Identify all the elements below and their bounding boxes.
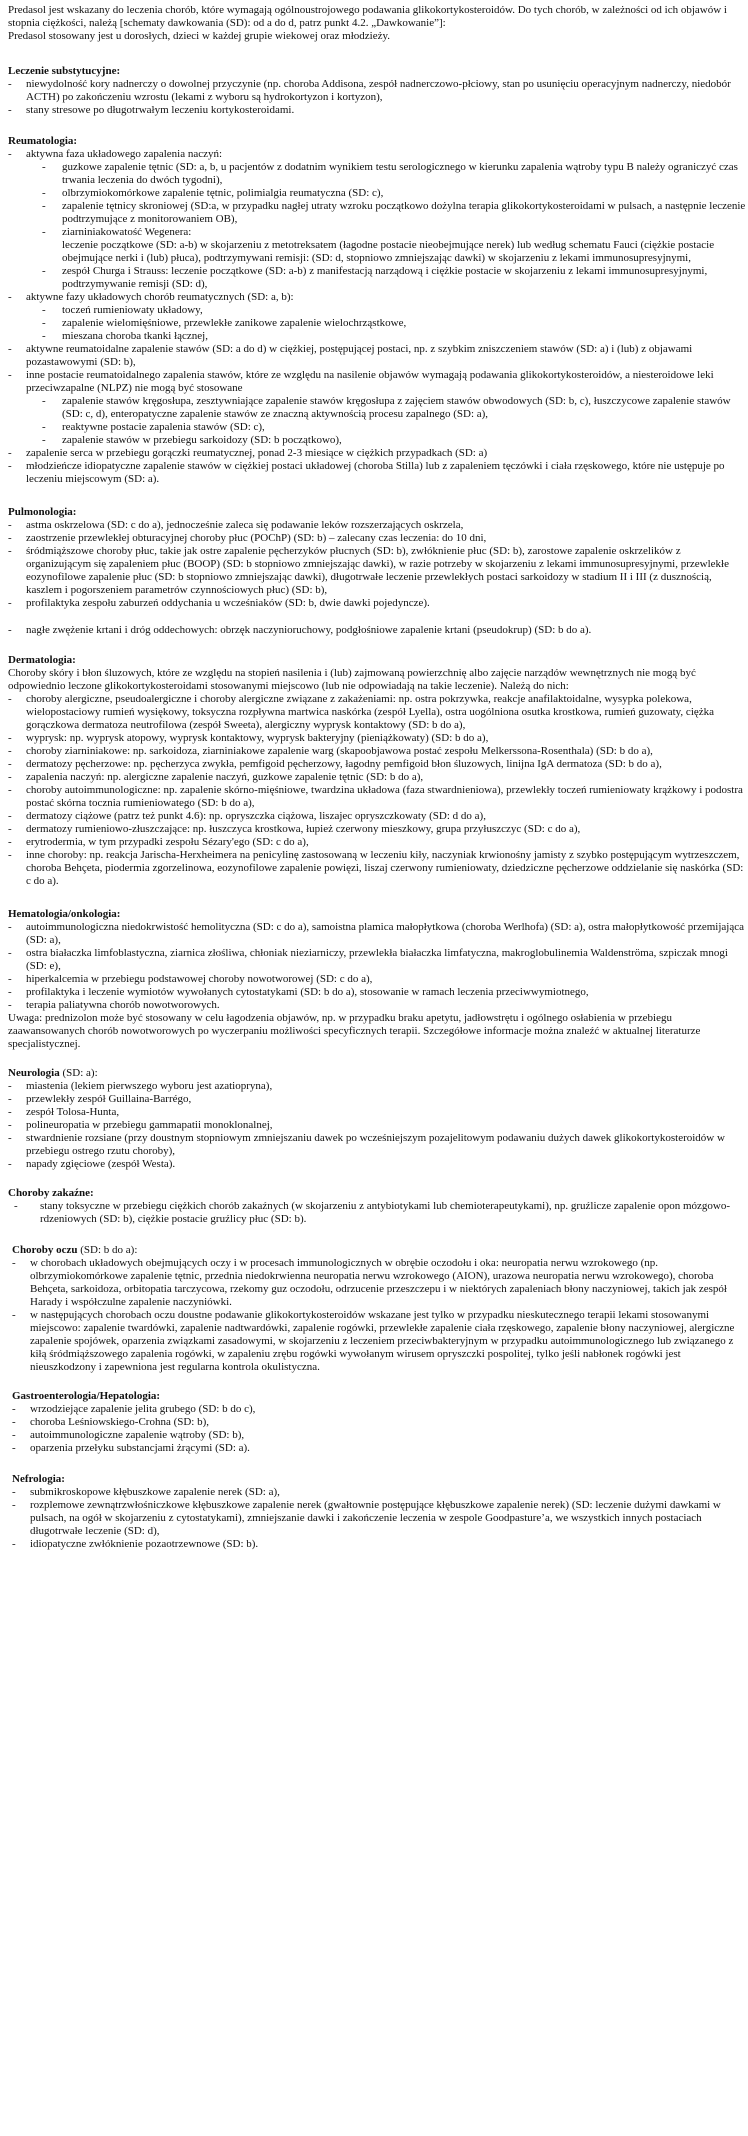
list-item: - hiperkalcemia w przebiegu podstawowej choroby nowotworowej (SD: c do a),	[8, 973, 748, 986]
list-item: - choroby alergiczne, pseudoalergiczne i choroby alergiczne związane z zakażeniami: np. ostra pokrzywka, reakcje anafilaktoidalne, wysypka polekowa, wielopostaciowy rumień wysiękowy, toksyczna rozpływna martwica naskórka (zespół Lyella), ostra uogólniona osutka krostkowa, rumień guzowaty, ciężka gorączkowa dermatoza neutrofilowa (zespół Sweeta), alergiczny wyprysk kontaktowy (SD: b do a),	[8, 693, 748, 732]
list-item: - w chorobach układowych obejmujących oczy i w procesach immunologicznych w obrębie oczodołu i oka: neuropatia nerwu wzrokowego (np. olbrzymiokomórkowe zapalenie tętnic, przednia niedokrwienna neuropatia nerwu wzrokowego (AION), urazowa neuropatia nerwu wzrokowego), choroba Behçeta, sarkoidoza, orbitopatia tarczycowa, rzekomy guz oczodołu, odrzucenie przeszczepu i w niektórych zapaleniach błony naczyniowej, takich jak zespół Harady i współczulne zapalenie naczyniówki.	[12, 1257, 748, 1309]
list-item: - profilaktyka zespołu zaburzeń oddychania u wcześniaków (SD: b, dwie dawki pojedyncze).	[8, 597, 748, 610]
list-item: - submikroskopowe kłębuszkowe zapalenie nerek (SD: a),	[12, 1486, 748, 1499]
section-heading-suffix: (SD: a):	[59, 1067, 98, 1079]
sub-item: - guzkowe zapalenie tętnic (SD: a, b, u pacjentów z dodatnim wynikiem testu serologicznego w kierunku zapalenia wątroby typu B należy ograniczyć czas trwania leczenia do dwóch tygodni),	[42, 161, 748, 187]
item-list	[8, 78, 748, 117]
list-item: - choroby ziarniniakowe: np. sarkoidoza, ziarniniakowe zapalenie warg (skapoobjawowa postać zespołu Melkerssona-Rosenthala) (SD: b do a),	[8, 745, 748, 758]
section-heading: Leczenie substytucyjne:	[8, 65, 121, 77]
list-item: - zespół Tolosa-Hunta,	[8, 1106, 748, 1119]
sub-item: - zapalenie tętnicy skroniowej (SD:a, w przypadku nagłej utraty wzroku początkowo dożylna terapia glikokortykosteroidami w pulsach, a następnie leczenie podtrzymujące z monitorowaniem OB),	[42, 200, 748, 226]
list-item: - dermatozy pęcherzowe: np. pęcherzyca zwykła, pemfigoid pęcherzowy, łagodny pemfigoid błon śluzowych, linijna IgA dermatoza (SD: b do a),	[8, 758, 748, 771]
section-heading: Neurologia	[8, 1067, 60, 1079]
item-list	[8, 624, 748, 637]
list-item: - stany stresowe po długotrwałym leczeniu kortykosteroidami.	[8, 104, 748, 117]
section-heading: Reumatologia:	[8, 135, 78, 147]
list-item: - terapia paliatywna chorób nowotworowych.	[8, 999, 748, 1012]
list-item: - dermatozy rumieniowo-złuszczające: np. łuszczyca krostkowa, łupież czerwony mieszkowy, grupa przyłuszczyc (SD: c do a),	[8, 823, 748, 836]
list-item: - inne choroby: np. reakcja Jarischa-Herxheimera na penicylinę zastosowaną w leczeniu kiły, naczyniak krwionośny jamisty z szybko postępującym wytrzeszczem, choroba Behçeta, piodermia zgorzelinowa, eozynofilowe zapalenie powięzi, liszaj czerwony rumieniowaty, dziedziczne pęcherzowe oddzielanie się naskórka (SD: c do a).	[8, 849, 748, 888]
list-item: - rozplemowe zewnątrzwłośniczkowe kłębuszkowe zapalenie nerek (gwałtownie postępujące kłębuszkowe zapalenie nerek) (SD: leczenie dużymi dawkami w pulsach, na ogół w skojarzeniu z cytostatykami), zmniejszanie dawki i zakończenie leczenia w zespole Goodpasture’a, we wszystkich innych postaciach długotrwałe leczenie (SD: d),	[12, 1499, 748, 1538]
list-item: - nagłe zwężenie krtani i dróg oddechowych: obrzęk naczynioruchowy, podgłośniowe zapalenie krtani (pseudokrup) (SD: b do a).	[8, 624, 748, 637]
list-item: - idiopatyczne zwłóknienie pozaotrzewnowe (SD: b).	[12, 1538, 748, 1551]
sub-item: - zapalenie stawów kręgosłupa, zesztywniające zapalenie stawów kręgosłupa z zajęciem stawów obwodowych (SD: b, c), łuszczycowe zapalenie stawów (SD: c, d), enteropatyczne zapalenie stawów ze znaczną aktywnością procesu zapalnego (SD: a),	[42, 395, 748, 421]
list-item: - ostra białaczka limfoblastyczna, ziarnica złośliwa, chłoniak nieziarniczy, przewlekła białaczka limfatyczna, makroglobulinemia Waldenströma, szpiczak mnogi (SD: e),	[8, 947, 748, 973]
list-item: - zapalenie serca w przebiegu gorączki reumatycznej, ponad 2-3 miesiące w ciężkich przypadkach (SD: a)	[8, 447, 748, 460]
list-item: - napady zgięciowe (zespół Westa).	[8, 1158, 748, 1171]
list-item: - młodzieńcze idiopatyczne zapalenie stawów w ciężkiej postaci układowej (choroba Stilla) lub z zapaleniem tęczówki i ciała rzęskowego, które nie ustępuje po leczeniu miejscowym (SD: a).	[8, 460, 748, 486]
item-text: aktywna faza układowego zapalenia naczyń:	[26, 148, 223, 160]
list-item: - przewlekły zespół Guillaina-Barrégo,	[8, 1093, 748, 1106]
item-list	[8, 693, 748, 888]
section-nefrologia	[12, 1473, 748, 1551]
list-item: - astma oskrzelowa (SD: c do a), jednocześnie zaleca się podawanie leków rozszerzających oskrzela,	[8, 519, 748, 532]
sub-list	[42, 161, 748, 291]
list-item: - autoimmunologiczna niedokrwistość hemolityczna (SD: c do a), samoistna plamica małopłytkowa (choroba Werlhofa) (SD: a), ostra małopłytkowość przemijająca (SD: a),	[8, 921, 748, 947]
intro-population: Predasol stosowany jest u dorosłych, dzieci w każdej grupie wiekowej oraz młodzieży.	[8, 30, 391, 42]
list-item: - dermatozy ciążowe (patrz też punkt 4.6): np. opryszczka ciążowa, liszajec opryszczkowaty (SD: d do a),	[8, 810, 748, 823]
section-neurologia	[8, 1067, 748, 1171]
section-hematologia	[8, 908, 748, 1051]
section-gastro	[12, 1390, 748, 1455]
section-dermatologia	[8, 654, 748, 888]
list-item: - miastenia (lekiem pierwszego wyboru jest azatiopryna),	[8, 1080, 748, 1093]
list-item: - erytrodermia, w tym przypadki zespołu Sézary'ego (SD: c do a),	[8, 836, 748, 849]
item-list	[8, 519, 748, 610]
item-text: aktywne fazy układowych chorób reumatycznych (SD: a, b):	[26, 291, 294, 303]
section-heading-line	[8, 1067, 748, 1080]
sub-item-title: - ziarniniakowatość Wegenera:	[62, 226, 192, 238]
sub-item: - reaktywne postacie zapalenia stawów (SD: c),	[42, 421, 748, 434]
section-reumatologia	[8, 135, 748, 486]
section-heading: Choroby oczu	[12, 1244, 78, 1256]
sub-item-text: leczenie początkowe (SD: a-b) w skojarzeniu z metotreksatem (łagodne postacie nieobejmujące nerek) lub według schematu Fauci (ciężkie postacie obejmujące nerki i (lub) płuca), podtrzymywani remisji: (SD: d, stopniowo zmniejszając dawki) w skojarzeniu z lekami immunosupresyjnymi,	[62, 239, 715, 264]
list-item	[8, 369, 748, 447]
list-item	[8, 148, 748, 291]
sub-item: - mieszana choroba tkanki łącznej,	[42, 330, 748, 343]
sub-item: - olbrzymiokomórkowe zapalenie tętnic, polimialgia reumatyczna (SD: c),	[42, 187, 748, 200]
section-heading: Pulmonologia:	[8, 506, 77, 518]
section-substytucyjne	[8, 65, 748, 117]
document	[0, 4, 748, 1551]
intro-section	[8, 4, 748, 43]
list-item: - śródmiąższowe choroby płuc, takie jak ostre zapalenie pęcherzyków płucnych (SD: b), zwłóknienie płuc (SD: b), zarostowe zapalenie oskrzelików z organizującym się zapaleniem płuc (BOOP) (SD: b stopniowo zmniejszając dawki), w razie potrzeby w skojarzeniu z lekami immunosupresyjnymi, przewlekłe eozynofilowe zapalenie płuc (SD: b stopniowo zmniejszając dawki), długotrwałe leczenie przewlekłych postaci sarkoidozy w stadium II i III (z dusznością, kaszlem i pogorszeniem parametrów czynnościowych płuc) (SD: b),	[8, 545, 748, 597]
item-list	[14, 1200, 748, 1226]
list-item: - polineuropatia w przebiegu gammapatii monoklonalnej,	[8, 1119, 748, 1132]
section-intro: Choroby skóry i błon śluzowych, które ze względu na stopień nasilenia i (lub) zajmowaną powierzchnię albo zajęcie narządów wewnętrznych nie mogą być odpowiednio leczone glikokortykosteroidami stosowanymi miejscowo (lub nie odpowiadają na takie leczenie). Należą do nich:	[8, 667, 696, 692]
sub-list	[42, 395, 748, 447]
list-item: - wrzodziejące zapalenie jelita grubego (SD: b do c),	[12, 1403, 748, 1416]
section-heading-suffix: (SD: b do a):	[77, 1244, 138, 1256]
section-note: Uwaga: prednizolon może być stosowany w celu łagodzenia objawów, np. w przypadku braku apetytu, jadłowstrętu i ogólnego osłabienia w przebiegu zaawansowanych chorób nowotworowych po wyczerpaniu możliwości specyficznych terapii. Szczegółowe informacje można znaleźć w aktualnej literaturze specjalistycznej.	[8, 1012, 701, 1050]
list-item: - w następujących chorobach oczu doustne podawanie glikokortykosteroidów wskazane jest tylko w przypadku nieskutecznego terapii lekami stosowanymi miejscowo: zapalenie twardówki, zapalenie nadtwardówki, zapalenie rogówki, przewlekłe zapalenie ciała rzęskowego, zapalenie błony naczyniowej, alergiczne zapalenie spojówek, oparzenia związkami zasadowymi, w skojarzeniu z leczeniem przeciwbakteryjnym w przypadku autoimmunologicznego lub związanego z kiłą śródmiąższowego zapalenia rogówki, w zapaleniu zrębu rogówki wywołanym wirusem opryszczki pospolitej, tylko jeśli nabłonek rogówki jest nieuszkodzony i zapewniona jest regularna kontrola okulistyczna.	[12, 1309, 748, 1374]
item-list	[8, 1080, 748, 1171]
item-list	[8, 148, 748, 486]
list-item: - wyprysk: np. wyprysk atopowy, wyprysk kontaktowy, wyprysk bakteryjny (pieniążkowaty) (SD: b do a),	[8, 732, 748, 745]
list-item: - choroby autoimmunologiczne: np. zapalenie skórno-mięśniowe, twardzina układowa (faza stwardnieniowa), przewlekły toczeń rumieniowaty krążkowy i podostra postać skórna tocznia rumieniowatego (SD: b do a),	[8, 784, 748, 810]
section-heading-line	[12, 1244, 748, 1257]
list-item: - autoimmunologiczne zapalenie wątroby (SD: b),	[12, 1429, 748, 1442]
section-heading: Gastroenterologia/Hepatologia:	[12, 1390, 161, 1402]
section-heading: Dermatologia:	[8, 654, 76, 666]
list-item: - zapalenia naczyń: np. alergiczne zapalenie naczyń, guzkowe zapalenie tętnic (SD: b do a),	[8, 771, 748, 784]
sub-item: - zapalenie stawów w przebiegu sarkoidozy (SD: b początkowo),	[42, 434, 748, 447]
item-list	[12, 1257, 748, 1374]
list-item: - niewydolność kory nadnerczy o dowolnej przyczynie (np. choroba Addisona, zespół nadnerczowo-płciowy, stan po usunięciu operacyjnym nadnerczy, niedobór ACTH) po zakończeniu wzrostu (lekami z wyboru są hydrokortyzon i kortyzon),	[8, 78, 748, 104]
sub-item: - zespół Churga i Strauss: leczenie początkowe (SD: a-b) z manifestacją narządową i ciężkie postacie w skojarzeniu z lekami immunosupresyjnymi, podtrzymywanie remisji (SD: d),	[42, 265, 748, 291]
item-list	[12, 1403, 748, 1455]
sub-item	[42, 226, 748, 265]
list-item	[8, 291, 748, 343]
section-pulmonologia	[8, 506, 748, 637]
intro-paragraph: Predasol jest wskazany do leczenia chorób, które wymagają ogólnoustrojowego podawania glikokortykosteroidów. Do tych chorób, w zależności od ich objawów i stopnia ciężkości, należą [schematy dawkowania (SD): od a do d, patrz punkt 4.2. „Dawkowanie”]:	[8, 4, 727, 29]
list-item: - aktywne reumatoidalne zapalenie stawów (SD: a do d) w ciężkiej, postępującej postaci, np. z szybkim zniszczeniem stawów (SD: a) i (lub) z objawami pozastawowymi (SD: b),	[8, 343, 748, 369]
section-heading: Choroby zakaźne:	[8, 1187, 94, 1199]
list-item: - profilaktyka i leczenie wymiotów wywołanych cytostatykami (SD: b do a), stosowanie w ramach leczenia przeciwwymiotnego,	[8, 986, 748, 999]
list-item: - stany toksyczne w przebiegu ciężkich chorób zakaźnych (w skojarzeniu z antybiotykami lub chemioterapeutykami), np. gruźlicze zapalenie opon mózgowo-rdzeniowych (SD: b), ciężkie postacie gruźlicy płuc (SD: b).	[14, 1200, 748, 1226]
sub-item: - zapalenie wielomięśniowe, przewlekłe zanikowe zapalenie wielochrząstkowe,	[42, 317, 748, 330]
item-text: inne postacie reumatoidalnego zapalenia stawów, które ze względu na nasilenie objawów wymagają podawania glikokortykosteroidów, a niesteroidowe leki przeciwzapalne (NLPZ) nie mogą być stosowane	[26, 369, 714, 394]
item-list	[12, 1486, 748, 1551]
list-item: - stwardnienie rozsiane (przy doustnym stopniowym zmniejszaniu dawek po wcześniejszym pozajelitowym podawaniu dużych dawek glikokortykosteroidów w przebiegu ostrego rzutu choroby),	[8, 1132, 748, 1158]
list-item: - choroba Leśniowskiego-Crohna (SD: b),	[12, 1416, 748, 1429]
sub-item: - toczeń rumieniowaty układowy,	[42, 304, 748, 317]
list-item: - zaostrzenie przewlekłej obturacyjnej choroby płuc (POChP) (SD: b) – zalecany czas leczenia: do 10 dni,	[8, 532, 748, 545]
list-item: - oparzenia przełyku substancjami żrącymi (SD: a).	[12, 1442, 748, 1455]
section-zakazne	[8, 1187, 748, 1226]
sub-list	[42, 304, 748, 343]
section-heading: Hematologia/onkologia:	[8, 908, 121, 920]
section-oczy	[12, 1244, 748, 1374]
item-list	[8, 921, 748, 1012]
section-heading: Nefrologia:	[12, 1473, 65, 1485]
